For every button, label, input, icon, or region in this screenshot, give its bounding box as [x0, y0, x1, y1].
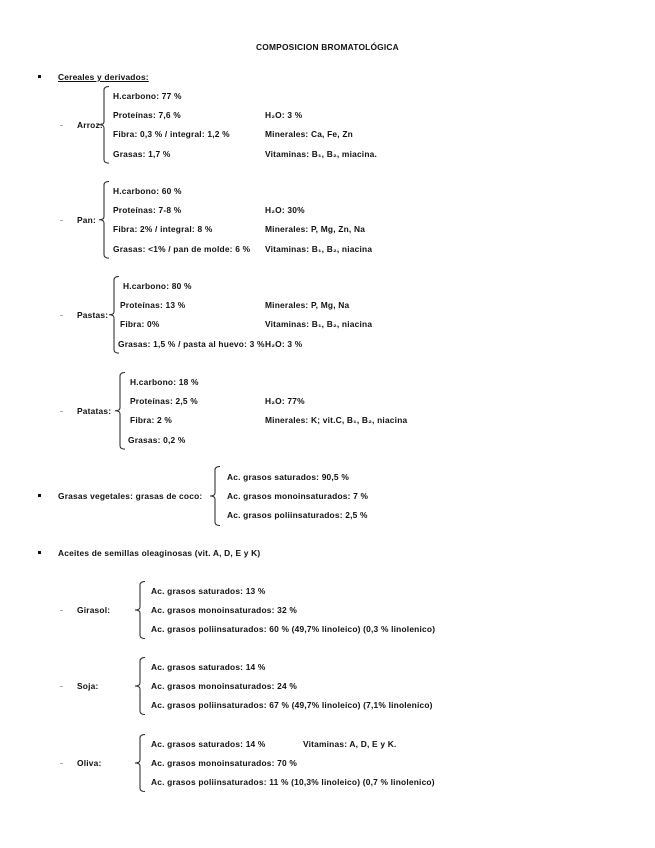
- composition-item: Grasas: <1% / pan de molde: 6 %: [113, 243, 251, 254]
- composition-item: Ac. grasos poliinsaturados: 60 % (49,7% linoleico) (0,3 % linolenico): [151, 624, 436, 634]
- curly-brace: [134, 581, 146, 639]
- food-label: Patatas:: [77, 405, 112, 416]
- composition-item: Ac. grasos monoinsaturados: 24 %: [151, 681, 298, 691]
- composition-item: Proteínas: 7-8 %: [113, 205, 182, 216]
- list-dash: [60, 220, 63, 221]
- food-label: Girasol:: [77, 605, 111, 615]
- curly-brace: [98, 181, 110, 259]
- food-label: Soja:: [77, 681, 99, 691]
- section-bullet: [38, 494, 41, 497]
- composition-extra: Vitaminas: B₁, B₂, miacina.: [265, 148, 378, 159]
- composition-item: Ac. grasos poliinsaturados: 67 % (49,7% linoleico) (7,1% linolenico): [151, 700, 433, 710]
- composition-item: Grasas: 0,2 %: [128, 434, 186, 445]
- composition-extra: H₂O: 3 %: [265, 110, 303, 121]
- composition-item: Ac. grasos saturados: 14 %: [151, 739, 266, 749]
- composition-item: H.carbono: 77 %: [113, 91, 182, 101]
- composition-extra: Minerales: P, Mg, Zn, Na: [265, 224, 366, 235]
- composition-item: Grasas: 1,5 % / pasta al huevo: 3 %: [118, 338, 265, 349]
- food-label: Arroz:: [77, 119, 103, 130]
- section-heading: Grasas vegetales: grasas de coco:: [58, 491, 203, 501]
- composition-item: Ac. grasos monoinsaturados: 7 %: [227, 491, 369, 501]
- list-dash: [60, 125, 63, 126]
- curly-brace: [134, 734, 146, 792]
- list-dash: [60, 411, 63, 412]
- composition-item: Ac. grasos poliinsaturados: 2,5 %: [227, 510, 368, 520]
- curly-brace: [209, 466, 221, 526]
- curly-brace: [98, 86, 110, 164]
- composition-item: Ac. grasos saturados: 14 %: [151, 662, 266, 672]
- composition-extra: Vitaminas: B₁, B₂, niacina: [265, 319, 373, 330]
- curly-brace: [134, 657, 146, 715]
- composition-extra: Minerales: K; vit.C, B₁, B₂, niacina: [265, 415, 408, 426]
- composition-extra: Vitaminas: A, D, E y K.: [303, 739, 397, 749]
- composition-item: Proteínas: 7,6 %: [113, 110, 181, 121]
- composition-item: Ac. grasos monoinsaturados: 32 %: [151, 605, 298, 615]
- composition-extra: Minerales: Ca, Fe, Zn: [265, 129, 353, 140]
- list-dash: [60, 686, 63, 687]
- composition-item: H.carbono: 80 %: [123, 281, 192, 291]
- composition-item: H.carbono: 60 %: [113, 186, 182, 196]
- composition-item: Grasas: 1,7 %: [113, 148, 171, 159]
- composition-extra: H₂O: 30%: [265, 205, 305, 216]
- composition-extra: H₂O: 3 %: [265, 338, 303, 349]
- section-heading: Aceites de semillas oleaginosas (vit. A, D, E y K): [58, 548, 261, 558]
- section-bullet: [38, 551, 41, 554]
- composition-item: Fibra: 2% / integral: 8 %: [113, 224, 213, 235]
- composition-item: Ac. grasos monoinsaturados: 70 %: [151, 758, 298, 768]
- list-dash: [60, 610, 63, 611]
- composition-extra: H₂O: 77%: [265, 396, 305, 407]
- composition-item: Fibra: 2 %: [130, 415, 173, 426]
- composition-item: H.carbono: 18 %: [130, 377, 199, 387]
- food-label: Pastas:: [77, 309, 109, 320]
- composition-extra: Minerales: P, Mg, Na: [265, 300, 350, 311]
- composition-item: Ac. grasos saturados: 13 %: [151, 586, 266, 596]
- section-bullet: [38, 75, 41, 78]
- composition-item: Fibra: 0%: [120, 319, 160, 330]
- composition-item: Ac. grasos poliinsaturados: 11 % (10,3% linoleico) (0,7 % linolenico): [151, 777, 435, 787]
- document-title: COMPOSICION BROMATOLÓGICA: [256, 42, 399, 52]
- composition-item: Proteínas: 13 %: [120, 300, 186, 311]
- composition-item: Fibra: 0,3 % / integral: 1,2 %: [113, 129, 230, 140]
- curly-brace: [114, 372, 126, 450]
- list-dash: [60, 315, 63, 316]
- list-dash: [60, 763, 63, 764]
- food-label: Pan:: [77, 214, 96, 225]
- composition-item: Proteínas: 2,5 %: [130, 396, 198, 407]
- food-label: Oliva:: [77, 758, 102, 768]
- composition-item: Ac. grasos saturados: 90,5 %: [227, 472, 349, 482]
- composition-extra: Vitaminas: B₁, B₂, niacina: [265, 243, 373, 254]
- section-heading: Cereales y derivados:: [58, 72, 149, 82]
